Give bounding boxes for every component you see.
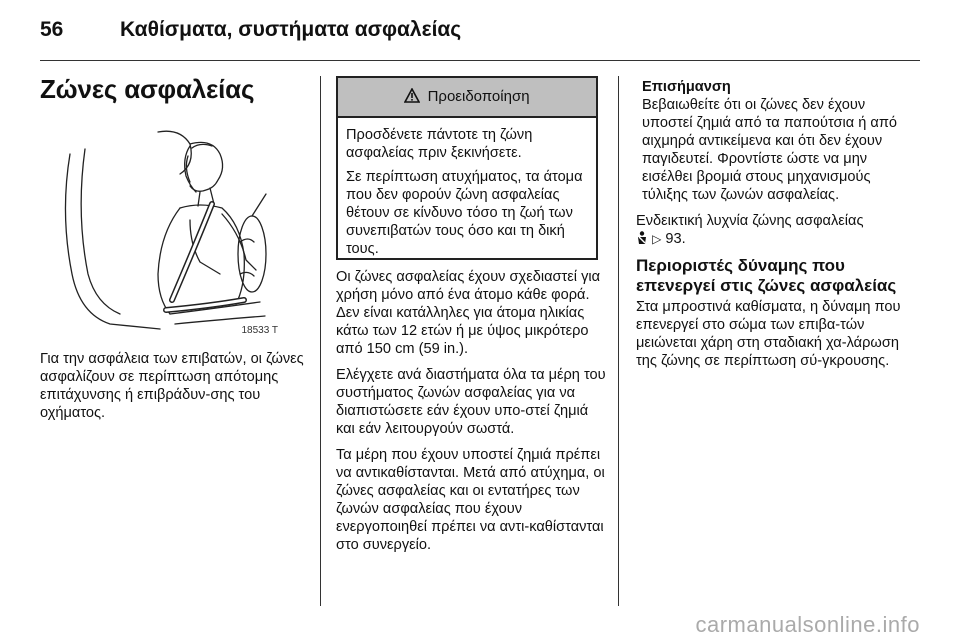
warning-body <box>338 118 596 258</box>
seatbelt-icon <box>636 231 648 245</box>
left-column <box>40 74 310 104</box>
page-reference-icon[interactable]: ▷ <box>652 232 662 246</box>
note-block <box>636 78 912 204</box>
column-divider-right <box>618 76 619 606</box>
indicator-line <box>636 212 912 248</box>
column-divider-left <box>320 76 321 606</box>
warning-box <box>336 76 598 260</box>
watermark: carmanualsonline.info <box>695 612 920 637</box>
middle-paragraph-3: Τα μέρη που έχουν υποστεί ζημιά πρέπει να αντικαθίστανται. Μετά από ατύχημα, οι ζώνες ασφαλείας και οι εντατήρες των ζωνών ασφαλείας που έχουν ενεργοποιηθεί πρέπει να αντι-καθίστανται στο συνεργείο. <box>336 447 605 553</box>
warning-header <box>338 78 596 118</box>
note-text: Βεβαιωθείτε ότι οι ζώνες δεν έχουν υποστεί ζημιά από τα παπούτσια ή από αιχμηρά αντικείμενα και ότι δεν έχουν παγιδευτεί. Φροντίστε ώστε να μην εισέλθει βρομιά στους μηχανισμούς τύλιξης των ζωνών ασφαλείας. <box>642 97 898 203</box>
indicator-reference[interactable]: 93. <box>665 231 686 247</box>
middle-paragraph-1: Οι ζώνες ασφαλείας έχουν σχεδιαστεί για χρήση μόνο από ένα άτομο κάθε φορά. Δεν είναι κατάλληλες για άτομα ηλικίας κάτω των 12 ετών ή με ύψος μικρότερο από 150 cm (59 in.). <box>336 269 601 357</box>
page-number: 56 <box>40 18 64 41</box>
page-header <box>40 14 920 50</box>
driver-illustration <box>40 124 278 336</box>
note-heading: Επισήμανση <box>642 79 731 95</box>
indicator-text: Ενδεικτική λυχνία ζώνης ασφαλείας <box>636 213 864 229</box>
caption-block <box>40 350 310 430</box>
caption-text: Για την ασφάλεια των επιβατών, οι ζώνες ασφαλίζουν σε περίπτωση απότομης επιτάχυνσης ή επιβράδυν-σης του οχήματος. <box>40 351 304 421</box>
warning-paragraph-2: Σε περίπτωση ατυχήματος, τα άτομα που δεν φορούν ζώνη ασφαλείας θέτουν σε κίνδυνο τόσο τη ζωή των συνεπιβατών τους όσο και τη δική τους. <box>346 169 583 257</box>
subheading: Περιοριστές δύναμης που επενεργεί στις ζώνες ασφαλείας <box>636 256 897 295</box>
right-column <box>636 78 912 378</box>
header-rule <box>40 60 920 61</box>
section-title: Ζώνες ασφαλείας <box>40 74 255 104</box>
warning-heading: Προειδοποίηση <box>427 88 530 105</box>
chapter-title: Καθίσματα, συστήματα ασφαλείας <box>120 18 462 41</box>
warning-paragraph-1: Προσδένετε πάντοτε τη ζώνη ασφαλείας πριν ξεκινήσετε. <box>346 127 533 161</box>
subheading-text: Στα μπροστινά καθίσματα, η δύναμη που επενεργεί στο σώμα των επιβα-τών μειώνεται χάρη στη σταδιακή χα-λάρωση της ζώνης σε περίπτωση σύ-γκρουσης. <box>636 299 901 369</box>
middle-column <box>336 268 606 562</box>
warning-triangle-icon <box>404 88 420 103</box>
figure-label: 18533 T <box>241 325 278 336</box>
seatbelt-figure <box>40 124 278 336</box>
middle-paragraph-2: Ελέγχετε ανά διαστήματα όλα τα μέρη του συστήματος ζωνών ασφαλείας για να διαπιστώσετε εάν έχουν υπο-στεί ζημιά και εάν λειτουργούν σωστά. <box>336 367 606 437</box>
